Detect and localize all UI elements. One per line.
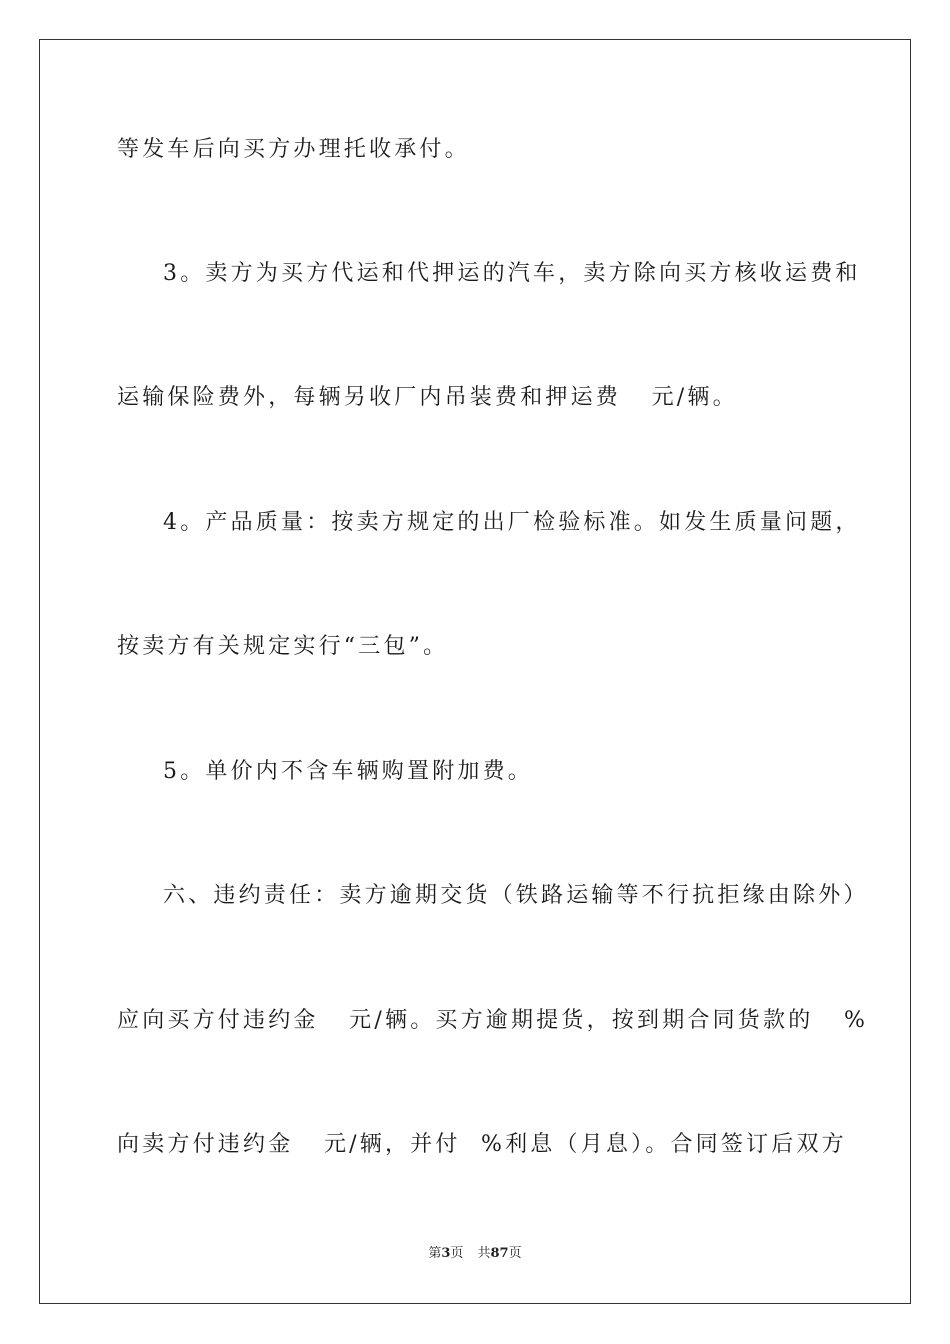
total-pages: 87 [490, 1246, 509, 1261]
page-footer [0, 1245, 950, 1263]
paragraph-line: 按卖方有关规定实行“三包”。 [117, 634, 449, 659]
page-number: 3 [441, 1246, 451, 1261]
paragraph-line: 六、违约责任：卖方逾期交货（铁路运输等不行抗拒缘由除外） [163, 883, 869, 908]
page-border [39, 39, 911, 1304]
paragraph-line: 运输保险费外，每辆另收厂内吊装费和押运费 元/辆。 [117, 385, 738, 410]
paragraph-line: 应向买方付违约金 元/辆。买方逾期提货，按到期合同货款的 % [117, 1008, 869, 1033]
paragraph-line: 向卖方付违约金 元/辆，并付 %利息（月息）。合同签订后双方 [117, 1132, 847, 1157]
paragraph-line: 4。产品质量：按卖方规定的出厂检验标准。如发生质量问题， [163, 510, 861, 535]
paragraph-line: 5。单价内不含车辆购置附加费。 [163, 759, 533, 784]
paragraph-line: 3。卖方为买方代运和代押运的汽车，卖方除向买方核收运费和 [163, 261, 861, 286]
total-suffix: 页 [508, 1246, 522, 1261]
page-prefix: 第 [428, 1246, 442, 1261]
paragraph-line: 等发车后向买方办理托收承付。 [117, 137, 470, 162]
page-suffix: 页 [450, 1246, 464, 1261]
total-prefix: 共 [477, 1246, 491, 1261]
